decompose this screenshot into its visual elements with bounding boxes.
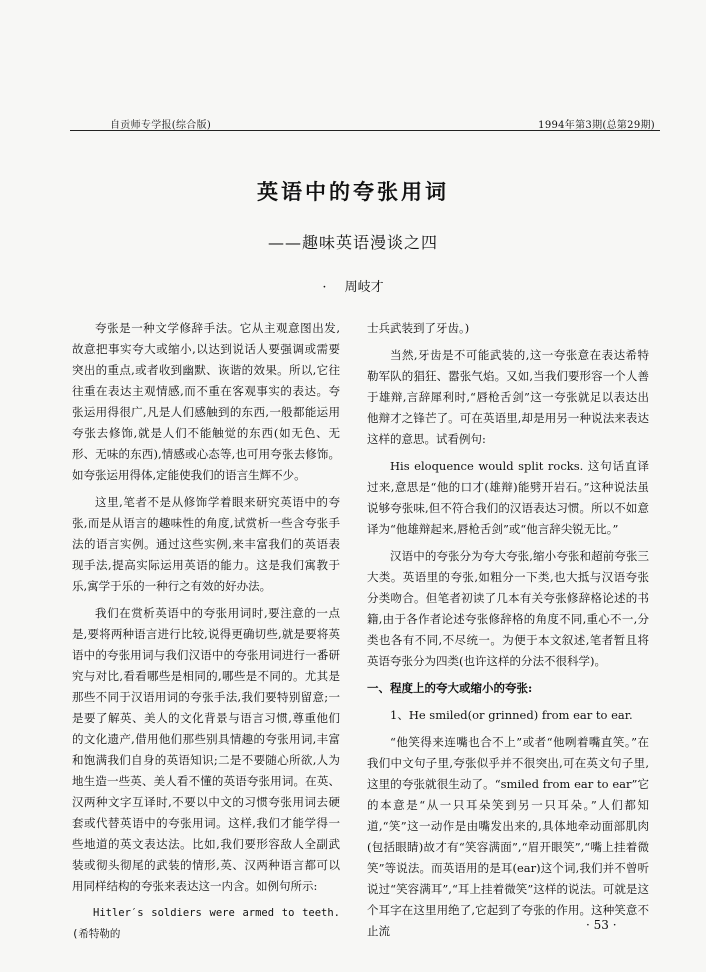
- paragraph: 士兵武装到了牙齿。): [367, 321, 470, 335]
- article-subtitle: ——趣味英语漫谈之四: [267, 233, 438, 252]
- paragraph: His eloquence would split rocks. 这句话直译过来,意思是“他的口才(雄辩)能劈开岩石。”这种说法虽说够夸张味,但不符合我们的汉语表达习惯。所以不如意译为“他雄辩起来,唇枪舌剑”或“他言辞尖锐无比。”: [367, 459, 649, 536]
- left-column: [72, 318, 340, 951]
- example-sentence: 1、He smiled(or grinned) from ear to ear.: [390, 708, 633, 722]
- header-rule: [70, 130, 660, 131]
- paragraph: “他笑得来连嘴也合不上”或者“他咧着嘴直笑。”在我们中文句子里,夸张似乎并不很突出,可在英文句子里,这里的夸张就很生动了。“smiled from ear to ear”它的本意是“从一只耳朵笑到另一只耳朵。”人们都知道,“笑”这一动作是由嘴发出来的,具体地牵动面部肌肉(包括眼睛)故才有“笑容满面”,“眉开眼笑”,“嘴上挂着微笑”等说法。而英语用的是耳(ear)这个词,我们并不曾听说过“笑容满耳”,“耳上挂着微笑”这样的说法。可就是这个耳字在这里用绝了,它起到了夸张的作用。这种笑意不止流: [367, 735, 649, 938]
- section-heading: 一、程度上的夸大或缩小的夸张:: [367, 681, 533, 695]
- paragraph: 夸张是一种文学修辞手法。它从主观意图出发,故意把事实夸大或缩小,以达到说话人要强调或需要突出的重点,或者收到幽默、诙谐的效果。所以,它往往重在表达主观情感,而不重在客观事实的表达。夸张运用得很广,凡是人们感触到的东西,一般都能运用夸张去修饰,就是人们不能触觉的东西(如无色、无形、无味的东西),情感或心态等,也可用夸张去修饰。如夸张运用得体,定能使我们的语言生辉不少。: [72, 321, 340, 482]
- example-sentence: Hitler′s soldiers were armed to teeth.(希特勒的: [72, 907, 340, 940]
- page-number: · 53 ·: [586, 918, 617, 932]
- paragraph: 汉语中的夸张分为夸大夸张,缩小夸张和超前夸张三大类。英语里的夸张,如粗分一下类,也大抵与汉语夸张分类吻合。但笔者初读了几本有关夸张修辞格论述的书籍,由于各作者论述夸张修辞格的角度不同,重心不一,分类也各有不同,不尽统一。为便于本文叙述,笔者暂且将英语夸张分为四类(也许这样的分法不很科学)。: [367, 549, 649, 668]
- issue-info: 1994年第3期(总第29期): [538, 120, 655, 131]
- article-title: 英语中的夸张用词: [257, 180, 449, 204]
- paragraph: 当然,牙齿是不可能武装的,这一夸张意在表达希特勒军队的猖狂、嚣张气焰。又如,当我们要形容一个人善于雄辩,言辞犀利时,“唇枪舌剑”这一夸张就足以表达出他辩才之锋芒了。可在英语里,却是用另一种说法来表达这样的意思。试看例句:: [367, 348, 649, 446]
- author-name: 周岐才: [344, 280, 384, 295]
- paragraph: 这里,笔者不是从修饰学着眼来研究英语中的夸张,而是从语言的趣味性的角度,试赏析一些含夸张手法的语言实例。通过这些实例,来丰富我们的英语表现手法,提高实际运用英语的能力。这是我们寓教于乐,寓学于乐的一种行之有效的好办法。: [72, 495, 340, 593]
- journal-name: 自贡师专学报(综合版): [110, 120, 212, 131]
- author-line: [0, 276, 706, 295]
- right-column: [367, 318, 649, 948]
- author-dot: ·: [322, 280, 327, 295]
- paragraph: 我们在赏析英语中的夸张用词时,要注意的一点是,要将两种语言进行比较,说得更确切些,就是要将英语中的夸张用词与我们汉语中的夸张用词进行一番研究与对比,看看哪些是相同的,哪些是不同的。尤其是那些不同于汉语用词的夸张手法,我们要特别留意;一是要了解英、美人的文化背景与语言习惯,尊重他们的文化遗产,借用他们那些别具情趣的夸张用词,丰富和饱满我们自身的英语知识;二是不要随心所欲,人为地生造一些英、美人看不懂的英语夸张用词。在英、汉两种文字互译时,不要以中文的习惯夸张用词去硬套或代替英语中的夸张用词。这样,我们才能学得一些地道的英文表达法。比如,我们要形容敌人全副武装或彻头彻尾的武装的情形,英、汉两种语言都可以用同样结构的夸张来表达这一内含。如例句所示:: [72, 606, 340, 893]
